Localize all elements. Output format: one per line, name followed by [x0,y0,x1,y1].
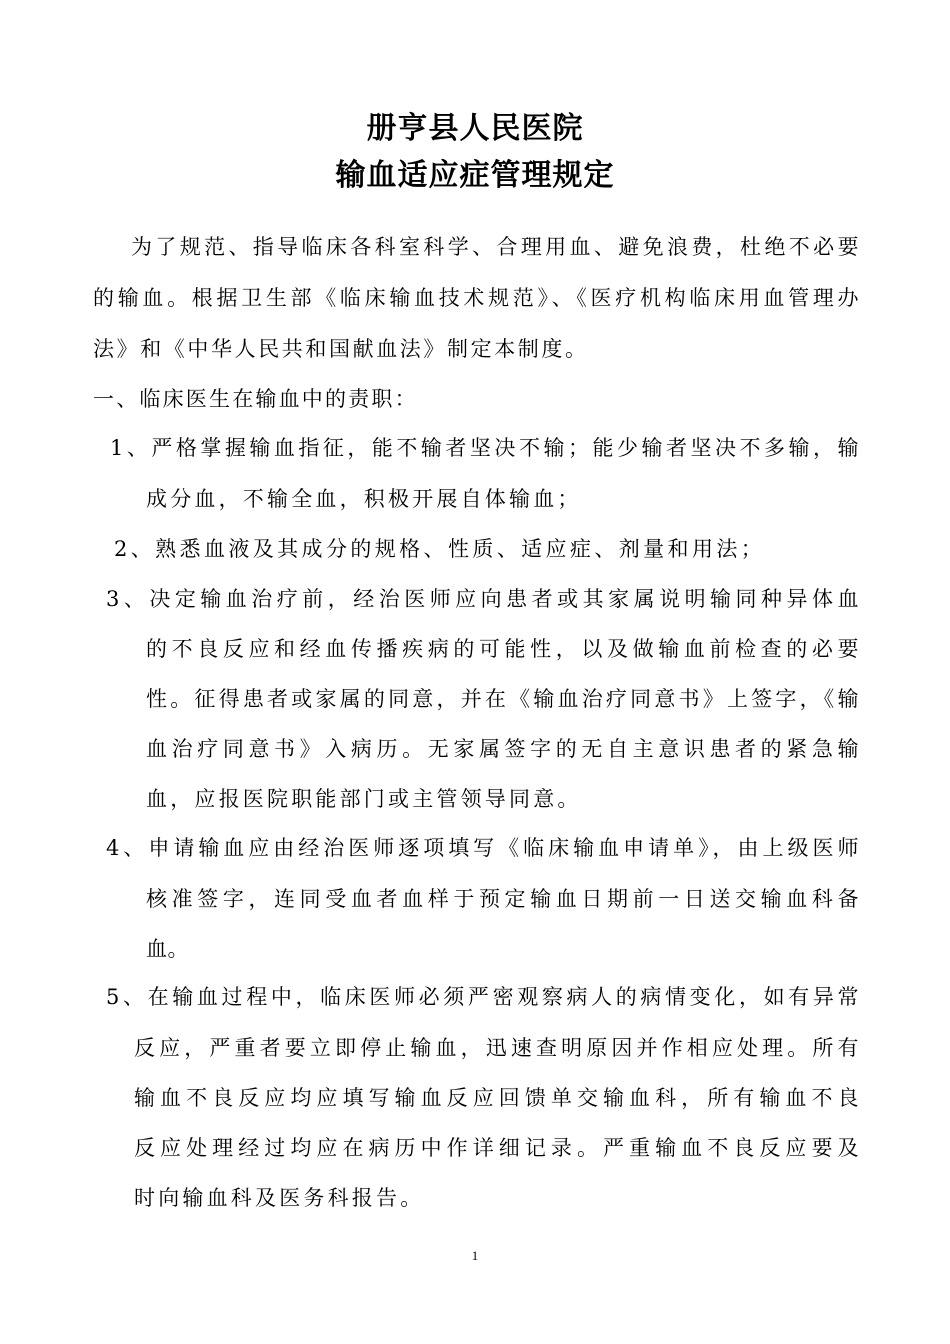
item-3-line-4: 血治疗同意书》入病历。无家属签字的无自主意识患者的紧急输 [146,737,859,761]
item-3-line-3: 性。征得患者或家属的同意，并在《输血治疗同意书》上签字，《输 [146,687,859,711]
item-3-line-5: 血，应报医院职能部门或主管领导同意。 [146,787,582,811]
item-4-line-1: 4、申请输血应由经治医师逐项填写《临床输血申请单》，由上级医师 [106,836,859,860]
item-4-line-2: 核准签字，连同受血者血样于预定输血日期前一日送交输血科备 [146,887,859,911]
item-5-line-2: 反应，严重者要立即停止输血，迅速查明原因并作相应处理。所有 [134,1036,859,1060]
intro-line-1: 为了规范、指导临床各科室科学、合理用血、避免浪费，杜绝不必要 [131,235,859,259]
intro-line-3: 法》和《中华人民共和国献血法》制定本制度。 [93,337,589,361]
regulation-title: 输血适应症管理规定 [335,158,615,193]
section-heading: 一、临床医生在输血中的责职： [93,387,418,411]
page-number: 1 [471,1248,479,1263]
item-4-line-3: 血。 [146,937,189,961]
item-1-line-2: 成分血，不输全血，积极开展自体输血； [146,487,582,511]
item-5-line-3: 输血不良反应均应填写输血反应回馈单交输血科，所有输血不良 [134,1086,859,1110]
intro-line-2: 的输血。根据卫生部《临床输血技术规范》、《医疗机构临床用血管理办 [93,286,859,310]
item-5-line-4: 反应处理经过均应在病历中作详细记录。严重输血不良反应要及 [134,1136,859,1160]
item-5-line-5: 时向输血科及医务科报告。 [134,1186,425,1210]
hospital-title: 册亨县人民医院 [366,111,584,146]
item-3-line-1: 3、决定输血治疗前，经治医师应向患者或其家属说明输同种异体血 [106,587,859,611]
item-5-line-1: 5、在输血过程中，临床医师必须严密观察病人的病情变化，如有异常 [106,985,859,1009]
item-3-line-2: 的不良反应和经血传播疾病的可能性，以及做输血前检查的必要 [146,637,859,661]
item-2-line-1: 2、熟悉血液及其成分的规格、性质、适应症、剂量和用法； [114,537,766,561]
item-1-line-1: 1、严格掌握输血指征，能不输者坚决不输；能少输者坚决不多输，输 [110,436,859,460]
